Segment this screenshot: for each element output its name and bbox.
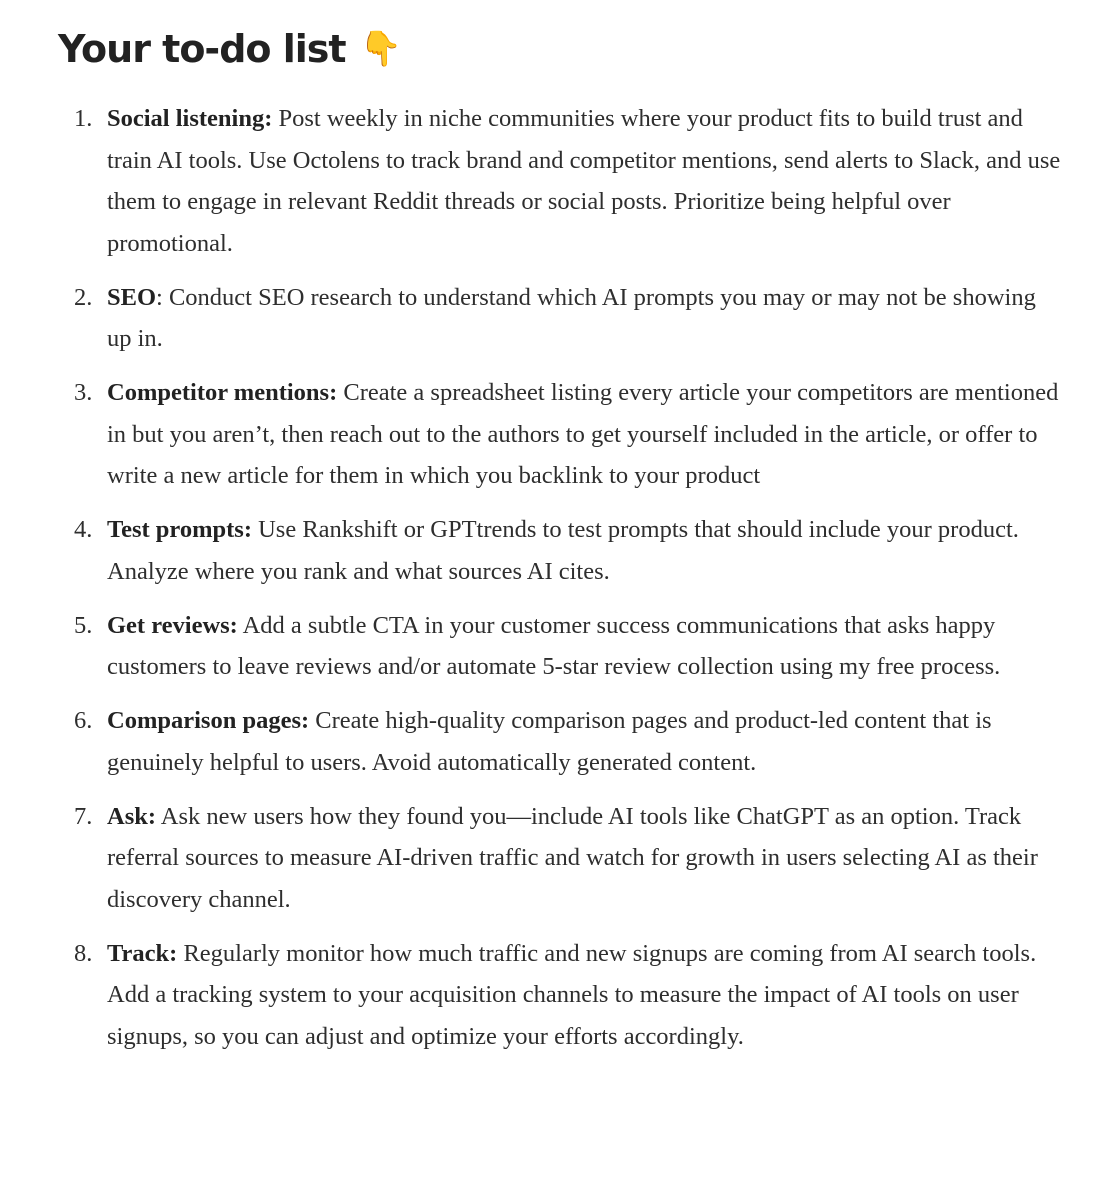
list-item-number: 1. bbox=[74, 105, 93, 132]
list-item-number: 6. bbox=[74, 707, 93, 734]
list-item-title: Get reviews: bbox=[107, 611, 238, 639]
list-item-title: Comparison pages: bbox=[107, 707, 310, 734]
list-item bbox=[58, 605, 1062, 688]
list-item-number: 2. bbox=[74, 283, 93, 311]
list-item-text: Add a subtle CTA in your customer success communications that asks happy customers to leave reviews and/or automate 5-star review collection using my free process. bbox=[107, 611, 1001, 680]
list-item-number: 3. bbox=[74, 379, 93, 406]
list-item bbox=[58, 98, 1062, 264]
list-item-number: 8. bbox=[74, 939, 93, 967]
list-item-number: 5. bbox=[74, 611, 93, 639]
list-item-title: SEO bbox=[107, 283, 157, 311]
list-item-title: Test prompts: bbox=[107, 516, 252, 543]
list-item bbox=[58, 372, 1062, 497]
list-item bbox=[58, 933, 1062, 1058]
list-item-title: Competitor mentions: bbox=[107, 379, 338, 406]
list-item bbox=[58, 796, 1062, 921]
list-item-text: Regularly monitor how much traffic and new signups are coming from AI search tools. Add a tracking system to your acquisition channels to measure the impact of AI tools on user signups, so you can adjust and optimize your efforts accordingly. bbox=[107, 939, 1037, 1050]
list-item bbox=[58, 700, 1062, 783]
list-item-title: Ask: bbox=[107, 802, 157, 830]
list-item-title: Social listening: bbox=[107, 105, 273, 132]
list-item-text: Create a spreadsheet listing every article your competitors are mentioned in but you aren’t, then reach out to the authors to get yourself included in the article, or offer to write a new article for them in which you backlink to your product bbox=[107, 379, 1059, 489]
list-item-text: Use Rankshift or GPTtrends to test prompts that should include your product. Analyze where you rank and what sources AI cites. bbox=[107, 516, 1019, 585]
list-item bbox=[58, 277, 1062, 360]
page-title bbox=[58, 22, 1062, 76]
list-item-number: 4. bbox=[74, 516, 93, 543]
list-item-text: Ask new users how they found you—include AI tools like ChatGPT as an option. Track referral sources to measure AI-driven traffic and watch for growth in users selecting AI as their discovery channel. bbox=[107, 802, 1038, 913]
pointing-down-icon: 👇 bbox=[359, 29, 401, 69]
list-item-text: Post weekly in niche communities where your product fits to build trust and train AI tools. Use Octolens to track brand and competitor mentions, send alerts to Slack, and use them to engage in relevant Reddit threads or social posts. Prioritize being helpful over promotional. bbox=[107, 105, 1061, 257]
list-item-text: : Conduct SEO research to understand which AI prompts you may or may not be showing up in. bbox=[107, 283, 1036, 352]
list-item-text: Create high-quality comparison pages and product-led content that is genuinely helpful to users. Avoid automatically generated content. bbox=[107, 707, 992, 776]
todo-list bbox=[58, 98, 1062, 1057]
page-title-text: Your to-do list bbox=[58, 27, 346, 71]
list-item-number: 7. bbox=[74, 802, 93, 830]
list-item-title: Track: bbox=[107, 939, 178, 967]
list-item bbox=[58, 509, 1062, 592]
